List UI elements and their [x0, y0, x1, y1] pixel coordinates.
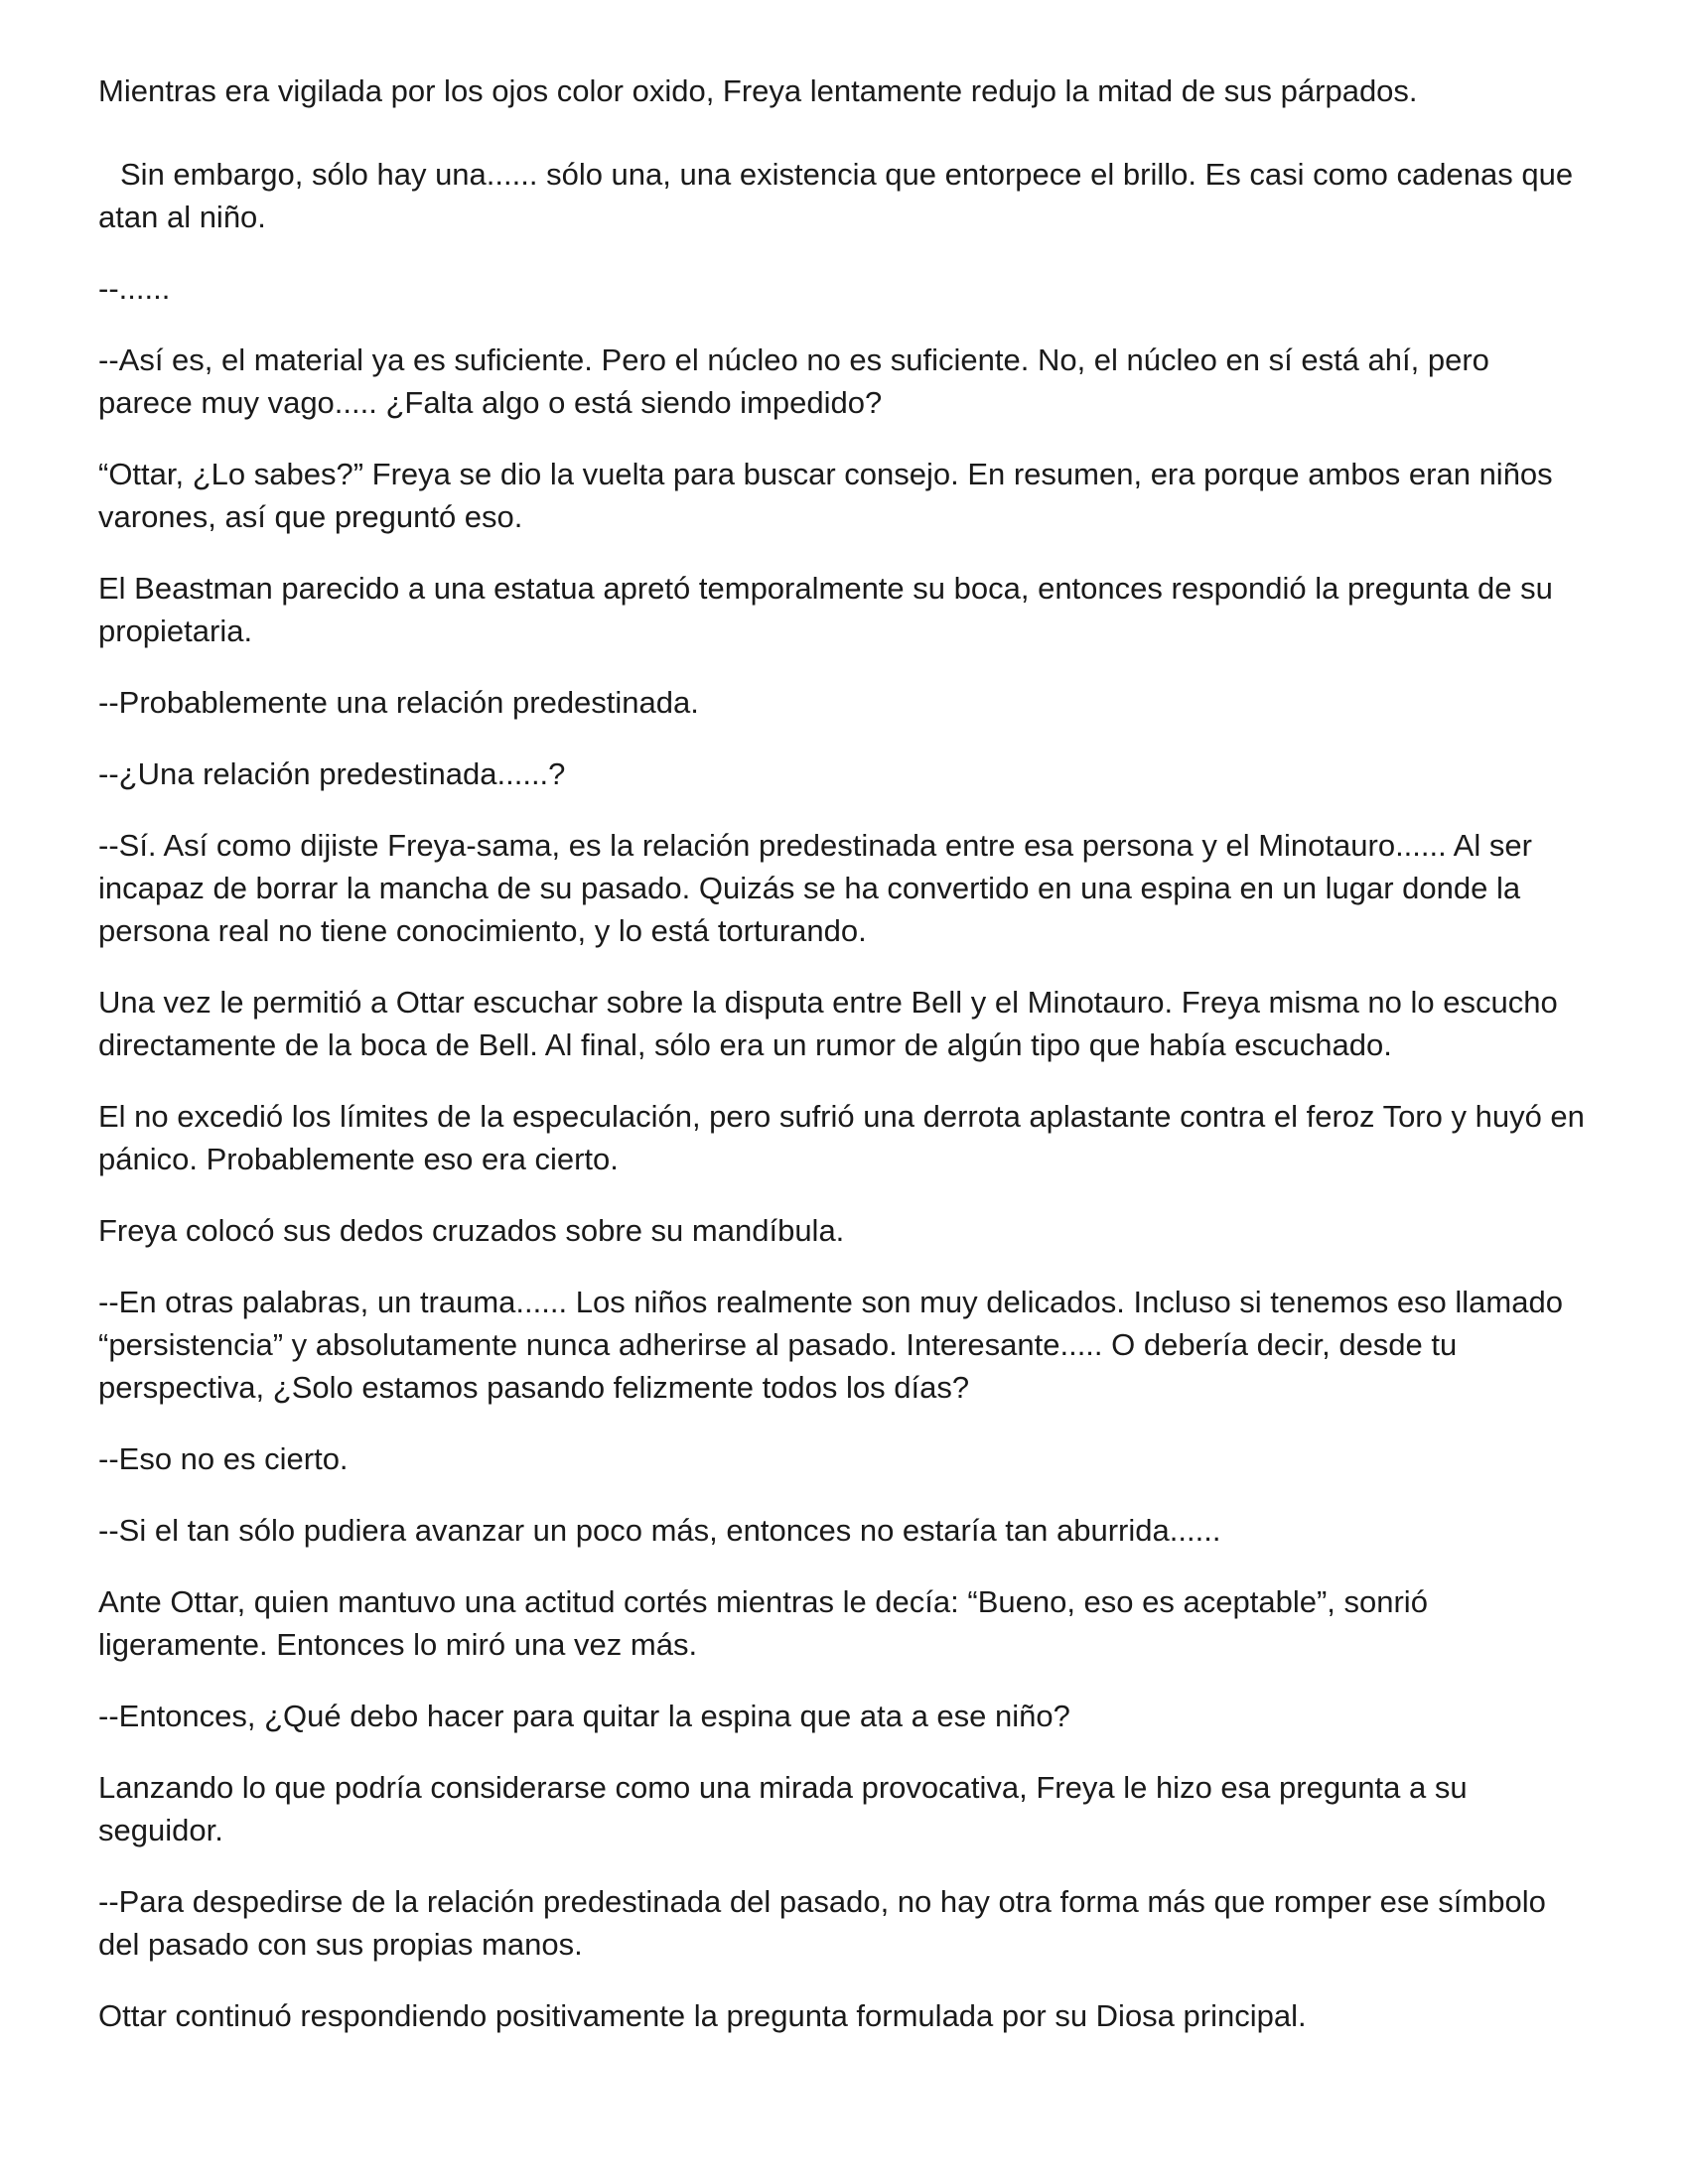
- paragraph: --Sí. Así como dijiste Freya-sama, es la relación predestinada entre esa persona y el Minotauro...... Al ser incapaz de borrar la mancha de su pasado. Quizás se ha convertido en una espina en un lugar donde la persona real no tiene conocimiento, y lo está torturando.: [98, 828, 1532, 948]
- paragraph: --Si el tan sólo pudiera avanzar un poco más, entonces no estaría tan aburrida......: [98, 1513, 1221, 1548]
- paragraph: --Para despedirse de la relación predestinada del pasado, no hay otra forma más que romper ese símbolo del pasado con sus propias manos.: [98, 1884, 1546, 1962]
- paragraph: Freya colocó sus dedos cruzados sobre su mandíbula.: [98, 1213, 845, 1248]
- paragraph: Mientras era vigilada por los ojos color oxido, Freya lentamente redujo la mitad de sus párpados.: [98, 73, 1418, 108]
- body-text: [98, 69, 1588, 2066]
- paragraph: El no excedió los límites de la especulación, pero sufrió una derrota aplastante contra el feroz Toro y huyó en pánico. Probablemente eso era cierto.: [98, 1099, 1585, 1176]
- paragraph: --Probablemente una relación predestinada.: [98, 685, 699, 720]
- paragraph: --Entonces, ¿Qué debo hacer para quitar la espina que ata a ese niño?: [98, 1699, 1070, 1733]
- paragraph: --En otras palabras, un trauma...... Los niños realmente son muy delicados. Incluso si tenemos eso llamado “persistencia” y absolutamente nunca adherirse al pasado. Interesante..... O debería decir, desde tu perspectiva, ¿Solo estamos pasando felizmente todos los días?: [98, 1285, 1563, 1405]
- paragraph: Ante Ottar, quien mantuvo una actitud cortés mientras le decía: “Bueno, eso es aceptable”, sonrió ligeramente. Entonces lo miró una vez más.: [98, 1584, 1428, 1662]
- paragraph: Sin embargo, sólo hay una...... sólo una, una existencia que entorpece el brillo. Es casi como cadenas que atan al niño.: [98, 157, 1574, 234]
- paragraph: Ottar continuó respondiendo positivamente la pregunta formulada por su Diosa principal.: [98, 1998, 1307, 2033]
- paragraph: --......: [98, 271, 171, 306]
- paragraph: --Así es, el material ya es suficiente. Pero el núcleo no es suficiente. No, el núcleo en sí está ahí, pero parece muy vago..... ¿Falta algo o está siendo impedido?: [98, 342, 1489, 420]
- paragraph: --¿Una relación predestinada......?: [98, 756, 566, 791]
- paragraph: Una vez le permitió a Ottar escuchar sobre la disputa entre Bell y el Minotauro. Freya misma no lo escucho directamente de la boca de Bell. Al final, sólo era un rumor de algún tipo que había escuchado.: [98, 985, 1558, 1062]
- paragraph: “Ottar, ¿Lo sabes?” Freya se dio la vuelta para buscar consejo. En resumen, era porque ambos eran niños varones, así que preguntó eso.: [98, 457, 1553, 534]
- paragraph: El Beastman parecido a una estatua apretó temporalmente su boca, entonces respondió la pregunta de su propietaria.: [98, 571, 1553, 648]
- paragraph: --Eso no es cierto.: [98, 1441, 349, 1476]
- paragraph: Lanzando lo que podría considerarse como una mirada provocativa, Freya le hizo esa pregunta a su seguidor.: [98, 1770, 1468, 1847]
